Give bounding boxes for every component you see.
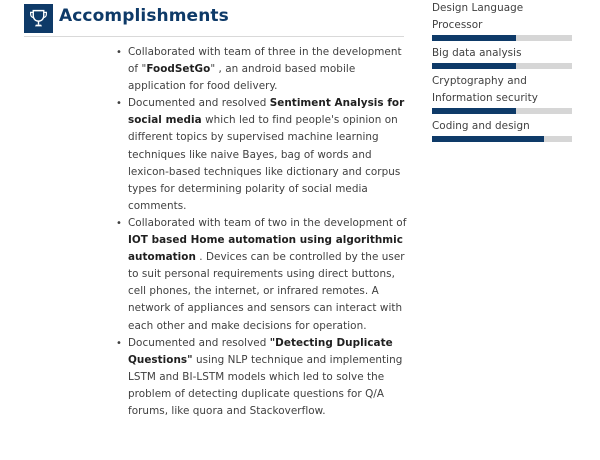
skill-bar-fill bbox=[432, 63, 516, 69]
item-text: . Devices can be controlled by the user to suit personal requirements using direct buttons, cell phones, the internet, or infrared remotes. A network of appliances and sensors can interact with each other and make decisions for operation. bbox=[128, 251, 405, 332]
skill-bar bbox=[432, 35, 572, 41]
list-item bbox=[112, 95, 407, 215]
item-text: " , an android based mobile application for food delivery. bbox=[128, 63, 356, 93]
skill-name: Big data analysis bbox=[432, 47, 522, 59]
skills-panel bbox=[432, 0, 574, 146]
accomplishments-list bbox=[112, 44, 407, 420]
skill-item bbox=[432, 73, 574, 114]
trophy-icon bbox=[24, 4, 53, 33]
highlight-text: FoodSetGo bbox=[146, 63, 211, 76]
skill-name: Design Language Processor bbox=[432, 2, 524, 31]
bullet-icon: • bbox=[116, 217, 122, 229]
item-text: which led to find people's opinion on different topics by supervised machine learning techniques like naive Bayes, bag of words and lexicon-based techniques like dictionary and corpus types for determining polarity of social media comments. bbox=[128, 114, 401, 212]
skill-bar bbox=[432, 108, 572, 114]
skill-name: Coding and design bbox=[432, 120, 530, 132]
skill-name: Cryptography and Information security bbox=[432, 75, 538, 104]
highlight-text: IOT based Home automation using algorithmic automation bbox=[128, 234, 403, 264]
skill-item bbox=[432, 45, 574, 69]
skill-item bbox=[432, 0, 574, 41]
skill-bar-fill bbox=[432, 108, 516, 114]
skill-bar bbox=[432, 136, 572, 142]
bullet-icon: • bbox=[116, 98, 122, 110]
skill-bar bbox=[432, 63, 572, 69]
list-item bbox=[112, 44, 407, 95]
item-text: Documented and resolved bbox=[128, 336, 270, 349]
list-item bbox=[112, 335, 407, 420]
skill-item bbox=[432, 118, 574, 142]
item-text: Collaborated with team of three in the development of " bbox=[128, 46, 402, 76]
highlight-text: Sentiment Analysis for social media bbox=[128, 97, 405, 127]
skill-bar-fill bbox=[432, 136, 544, 142]
list-item bbox=[112, 215, 407, 335]
section-title: Accomplishments bbox=[59, 6, 229, 26]
item-text: Documented and resolved bbox=[128, 97, 270, 110]
bullet-icon: • bbox=[116, 47, 122, 58]
accomplishments-header bbox=[24, 2, 404, 37]
item-text: Collaborated with team of two in the development of bbox=[128, 216, 407, 229]
item-text: using NLP technique and implementing LSTM and BI-LSTM models which led to solve the problem of detecting duplicate questions for Q/A forums, like quora and Stackoverflow. bbox=[128, 353, 403, 417]
bullet-icon: • bbox=[116, 337, 122, 349]
skill-bar-fill bbox=[432, 35, 516, 41]
highlight-text: "Detecting Duplicate Questions" bbox=[128, 336, 393, 366]
